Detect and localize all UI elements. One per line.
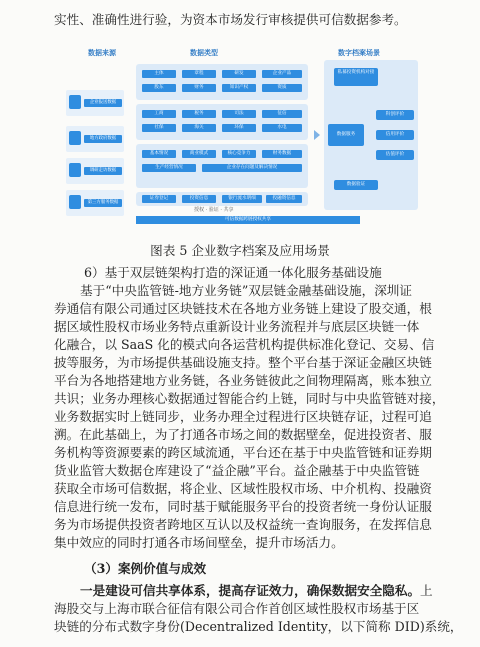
source-enterprise: 企业报送数据 (66, 90, 124, 116)
survey-icon (69, 163, 81, 177)
app-center: 数据服务 (328, 124, 364, 146)
para1-line: 化融合，以 SaaS 化的模式向各运营机构提供标准化登记、交易、信 (54, 337, 435, 352)
intro-line: 实性、准确性进行验，为资本市场发行审核提供可信数据参考。 (54, 12, 407, 27)
under-label: 授权 · 验证 · 共享 (194, 207, 234, 213)
building-icon (69, 95, 81, 109)
para1-line: 信息进行统一发布，同时基于赋能服务平台的投资者统一身份认证服 (54, 499, 432, 514)
arrow-icon (314, 130, 320, 140)
figure-diagram: 数据来源 数据类型 数字档案场景 企业报送数据 地方政府数据 调研走访数据 第三方服务数据 主体 章程 研发 企业产品 股东 财务 知识产权 资质 工商 税务 司法 征信 社保 海关 环保 水电 基本情况 商业模式 核心竞争力 财务数据 生产经营情况 企业存在问题及解决情况 证券登记 投资信息 银行流水明细 投融资信息 私募投资机构对接 数据服务 科创评价 信用评价 估值评价 数据验证 授权 · 验证 · 共享 可信数据跨链授权共享 (66, 44, 418, 232)
para1-line: 务为市场提供投资者跨地区互认以及权益统一查询服务，在发挥信息 (54, 517, 432, 532)
para1-line: 货业监管大数据仓库建设了“益企融”平台。益企融基于中央监管链 (54, 463, 420, 478)
col-app-label: 数字档案场景 (338, 49, 380, 57)
para1-line: 基于“中央监管链-地方业务链”双层链金融基础设施，深圳证 (80, 283, 412, 298)
source-survey: 调研走访数据 (66, 158, 124, 184)
para1-line: 获取全市场可信数据，将企业、区域性股权市场、中介机构、投融资 (54, 481, 432, 496)
col-type-label: 数据类型 (190, 49, 218, 57)
government-icon (69, 131, 81, 145)
para1-line: 溯。在此基础上，为了打通各市场之间的数据壁垒，促进投资者、服 (54, 427, 432, 442)
section3-heading: （3）案例价值与成效 (84, 561, 207, 576)
para1-line: 券通信有限公司通过区块链技术在各地方业务链上建设了股交通，根 (54, 301, 432, 316)
para1-line: 务机构等资源要素的跨区域流通，平台还在基于中央监管链和证券期 (54, 445, 432, 460)
para1-line: 集中效应的同时打通各市场间壁垒，提升市场活力。 (54, 535, 344, 550)
para1-line: 业务数据实时上链同步，业务办理全过程进行区块链存证，过程可追 (54, 409, 432, 424)
app-bottom: 数据验证 (334, 180, 378, 190)
col-source-label: 数据来源 (88, 49, 116, 57)
para1-line: 平台为各地搭建地方业务链，各业务链彼此之间物理隔离，账本独立 (54, 373, 432, 388)
para1-line: 据区域性股权市场业务特点重新设计业务流程并与底层区块链一体 (54, 319, 420, 334)
para2-first-line: 一是建设可信共享体系，提高存证效力，确保数据安全隐私。上 (80, 583, 433, 598)
source-government: 地方政府数据 (66, 126, 124, 152)
service-icon (69, 195, 81, 209)
figure-caption: 图表 5 企业数字档案及应用场景 (150, 243, 330, 258)
section6-heading: 6）基于双层链架构打造的深证通一体化服务基础设施 (84, 265, 382, 280)
para1-line: 共识；业务办理核心数据通过智能合约上链，同时与中央监管链对接， (54, 391, 445, 406)
bottom-bar: 可信数据跨链授权共享 (136, 216, 360, 224)
para2-line: 块链的分布式数字身份(Decentralized Identity，以下简称 DID)系统， (54, 619, 463, 634)
source-thirdparty: 第三方服务数据 (66, 190, 124, 216)
para2-line: 海股交与上海市联合征信有限公司合作首创区域性股权市场基于区 (54, 601, 420, 616)
app-top: 私募投资机构对接 (334, 68, 378, 86)
para1-line: 披等服务，为市场提供基础设施支持。整个平台基于深证金融区块链 (54, 355, 432, 370)
